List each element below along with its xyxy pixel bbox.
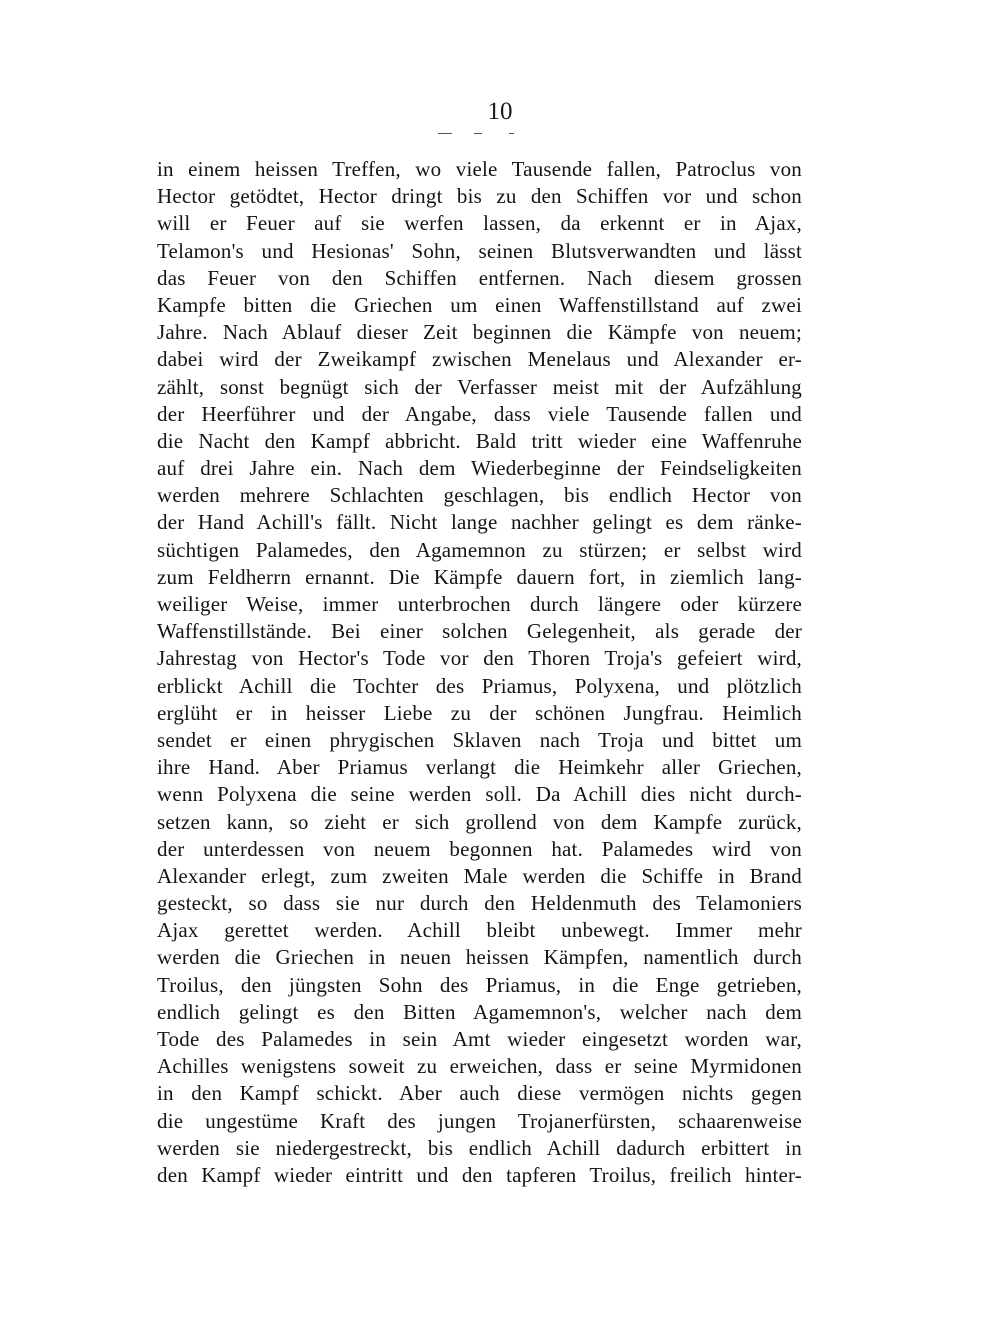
text-line: wenn Polyxena die seine werden soll. Da Achill dies nicht durch- <box>157 782 802 807</box>
text-line: auf drei Jahre ein. Nach dem Wiederbeginne der Feindseligkeiten <box>157 456 802 481</box>
text-line: Achilles wenigstens soweit zu erweichen, dass er seine Myrmidonen <box>157 1054 802 1079</box>
text-line: werden die Griechen in neuen heissen Kämpfen, namentlich durch <box>157 945 802 970</box>
text-line: sendet er einen phrygischen Sklaven nach Troja und bittet um <box>157 727 802 752</box>
text-line: weiliger Weise, immer unterbrochen durch längere oder kürzere <box>157 592 802 616</box>
text-line: Troilus, den jüngsten Sohn des Priamus, in die Enge getrieben, <box>157 972 802 997</box>
text-line: in einem heissen Treffen, wo viele Tausende fallen, Patroclus von <box>157 157 802 181</box>
text-line: werden mehrere Schlachten geschlagen, bis endlich Hector von <box>157 483 802 508</box>
text-line: der unterdessen von neuem begonnen hat. Palamedes wird von <box>157 836 802 861</box>
text-line: der Heerführer und der Angabe, dass viele Tausende fallen und <box>157 401 802 426</box>
text-line: will er Feuer auf sie werfen lassen, da erkennt er in Ajax, <box>157 211 802 236</box>
text-line: Hector getödtet, Hector dringt bis zu den Schiffen vor und schon <box>157 184 802 209</box>
text-line: endlich gelingt es den Bitten Agamemnon's, welcher nach dem <box>157 999 802 1024</box>
text-line: werden sie niedergestreckt, bis endlich Achill dadurch erbittert in <box>157 1135 802 1160</box>
text-line: Kampfe bitten die Griechen um einen Waffenstillstand auf zwei <box>157 292 802 317</box>
text-line: zum Feldherrn ernannt. Die Kämpfe dauern fort, in ziemlich lang- <box>157 564 802 589</box>
body-text <box>157 156 802 1189</box>
text-line: zählt, sonst begnügt sich der Verfasser meist mit der Aufzählung <box>157 374 802 399</box>
header-rule-segment <box>474 133 482 134</box>
text-line: der Hand Achill's fällt. Nicht lange nachher gelingt es dem ränke- <box>157 510 802 535</box>
text-line: süchtigen Palamedes, den Agamemnon zu stürzen; er selbst wird <box>157 537 802 562</box>
text-line: Jahre. Nach Ablauf dieser Zeit beginnen die Kämpfe von neuem; <box>157 320 802 345</box>
text-line: gesteckt, so dass sie nur durch den Heldenmuth des Telamoniers <box>157 891 802 916</box>
text-line: dabei wird der Zweikampf zwischen Menelaus und Alexander er- <box>157 347 802 372</box>
text-line: Alexander erlegt, zum zweiten Male werden die Schiffe in Brand <box>157 863 802 888</box>
text-line: die Nacht den Kampf abbricht. Bald tritt wieder eine Waffenruhe <box>157 428 802 453</box>
header-rule-segment <box>438 133 452 134</box>
text-line: Waffenstillstände. Bei einer solchen Gelegenheit, als gerade der <box>157 619 802 644</box>
text-line: die ungestüme Kraft des jungen Trojanerfürsten, schaarenweise <box>157 1108 802 1133</box>
header-rule-segment <box>509 133 514 134</box>
text-line: erglüht er in heisser Liebe zu der schönen Jungfrau. Heimlich <box>157 700 802 725</box>
text-line: erblickt Achill die Tochter des Priamus, Polyxena, und plötzlich <box>157 673 802 698</box>
text-line: Telamon's und Hesionas' Sohn, seinen Blutsverwandten und lässt <box>157 238 802 263</box>
text-line: Ajax gerettet werden. Achill bleibt unbewegt. Immer mehr <box>157 918 802 943</box>
text-line: setzen kann, so zieht er sich grollend von dem Kampfe zurück, <box>157 809 802 834</box>
page-number: 10 <box>487 98 513 125</box>
text-line: Jahrestag von Hector's Tode vor den Thoren Troja's gefeiert wird, <box>157 646 802 671</box>
text-line: Tode des Palamedes in sein Amt wieder eingesetzt worden war, <box>157 1027 802 1051</box>
text-line: den Kampf wieder eintritt und den tapferen Troilus, freilich hinter- <box>157 1162 802 1187</box>
text-line: das Feuer von den Schiffen entfernen. Nach diesem grossen <box>157 265 802 290</box>
text-line: in den Kampf schickt. Aber auch diese vermögen nichts gegen <box>157 1081 802 1106</box>
text-line: ihre Hand. Aber Priamus verlangt die Heimkehr aller Griechen, <box>157 755 802 780</box>
